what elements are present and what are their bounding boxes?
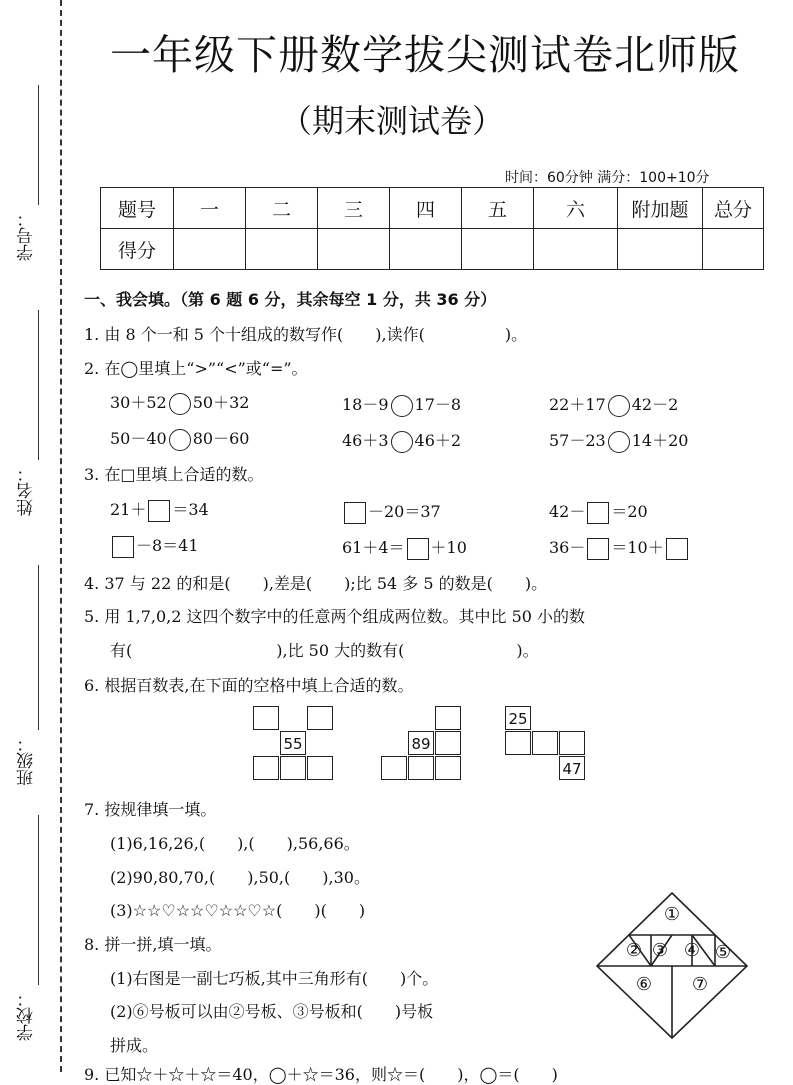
xuexiao-label: 学校： bbox=[17, 990, 37, 1041]
fill-item: －8＝41 bbox=[110, 533, 199, 558]
fill-item: 42－ ＝20 bbox=[549, 499, 648, 524]
score-header-cell: 附加题 bbox=[618, 188, 703, 229]
tangram-label: ② bbox=[625, 940, 643, 961]
compare-circle[interactable] bbox=[391, 395, 413, 417]
answer-box[interactable] bbox=[148, 500, 170, 522]
compare-circle[interactable] bbox=[391, 431, 413, 453]
grid-cell[interactable] bbox=[532, 731, 558, 755]
fill-item: 36－ ＝10＋ bbox=[549, 535, 690, 560]
score-cell[interactable] bbox=[246, 229, 318, 270]
question-7-stem: 7. 按规律填一填。 bbox=[84, 800, 217, 819]
answer-box[interactable] bbox=[407, 538, 429, 560]
xuehao-line bbox=[38, 85, 39, 205]
score-cell[interactable] bbox=[703, 229, 764, 270]
fill-item: 61＋4＝ ＋10 bbox=[342, 535, 467, 560]
compare-item: 18－9 17－8 bbox=[342, 392, 461, 417]
score-header-cell: 二 bbox=[246, 188, 318, 229]
tangram-label: ⑤ bbox=[714, 942, 732, 963]
xuehao-label: 学号： bbox=[17, 210, 37, 261]
grid-cell-given: 25 bbox=[505, 706, 531, 730]
grid-cell[interactable] bbox=[559, 731, 585, 755]
grid-cell[interactable] bbox=[505, 731, 531, 755]
question-3-stem: 3. 在□里填上合适的数。 bbox=[84, 465, 264, 484]
page-title: 一年级下册数学拔尖测试卷北师版 bbox=[110, 31, 740, 79]
question-5-line1: 5. 用 1,7,0,2 这四个数字中的任意两个组成两位数。其中比 50 小的数 bbox=[84, 607, 586, 626]
score-header-cell: 一 bbox=[174, 188, 246, 229]
grid-cell[interactable] bbox=[381, 756, 407, 780]
grid-cell[interactable] bbox=[435, 731, 461, 755]
question-1: 1. 由 8 个一和 5 个十组成的数写作( ),读作( )。 bbox=[84, 325, 528, 344]
grid-cell[interactable] bbox=[253, 706, 279, 730]
grid-cell[interactable] bbox=[408, 756, 434, 780]
score-header-row bbox=[101, 188, 764, 229]
compare-circle[interactable] bbox=[608, 431, 630, 453]
grid-cell[interactable] bbox=[307, 756, 333, 780]
question-8-stem: 8. 拼一拼,填一填。 bbox=[84, 935, 222, 954]
xuexiao-line bbox=[38, 815, 39, 985]
grid-cell-given: 89 bbox=[408, 731, 434, 755]
score-cell[interactable] bbox=[462, 229, 534, 270]
question-7-part2: (2)90,80,70,( ),50,( ),30。 bbox=[110, 868, 370, 887]
grid-cell[interactable] bbox=[280, 756, 306, 780]
score-header-cell: 五 bbox=[462, 188, 534, 229]
score-table bbox=[100, 187, 764, 270]
question-8-part2: (2)⑥号板可以由②号板、③号板和( )号板 bbox=[110, 1002, 434, 1021]
question-4: 4. 37 与 22 的和是( ),差是( );比 54 多 5 的数是( )。 bbox=[84, 574, 548, 593]
compare-item: 22＋17 42－2 bbox=[549, 392, 678, 417]
score-cell[interactable] bbox=[174, 229, 246, 270]
compare-item: 57－23 14＋20 bbox=[549, 428, 688, 453]
score-cell[interactable] bbox=[390, 229, 462, 270]
section-heading: 一、我会填。（第 6 题 6 分，其余每空 1 分，共 36 分） bbox=[84, 290, 497, 309]
tangram-label: ① bbox=[663, 904, 681, 925]
answer-box[interactable] bbox=[666, 538, 688, 560]
answer-box[interactable] bbox=[587, 502, 609, 524]
score-header-cell: 总分 bbox=[703, 188, 764, 229]
grid-cell[interactable] bbox=[435, 706, 461, 730]
question-6-stem: 6. 根据百数表,在下面的空格中填上合适的数。 bbox=[84, 676, 414, 695]
score-value-row bbox=[101, 229, 764, 270]
banji-line bbox=[38, 565, 39, 730]
compare-circle[interactable] bbox=[169, 429, 191, 451]
tangram-label: ⑥ bbox=[635, 974, 653, 995]
score-cell[interactable] bbox=[318, 229, 390, 270]
answer-box[interactable] bbox=[587, 538, 609, 560]
fill-item: 21＋ ＝34 bbox=[110, 497, 209, 522]
question-9: 9. 已知☆＋☆＋☆＝40，◯＋☆＝36，则☆＝( )，◯＝( ) bbox=[84, 1065, 558, 1084]
xingming-line bbox=[38, 310, 39, 460]
binding-dashed-line bbox=[60, 0, 62, 1072]
grid-cell[interactable] bbox=[253, 756, 279, 780]
question-7-part3: (3)☆☆♡☆☆♡☆☆♡☆( )( ) bbox=[110, 901, 366, 920]
xingming-label: 姓名： bbox=[17, 465, 37, 516]
score-header-cell: 三 bbox=[318, 188, 390, 229]
tangram-label: ⑦ bbox=[691, 974, 709, 995]
score-cell[interactable] bbox=[534, 229, 618, 270]
score-row-label: 得分 bbox=[101, 229, 174, 270]
compare-item: 46＋3 46＋2 bbox=[342, 428, 461, 453]
page-subtitle: （期末测试卷） bbox=[280, 102, 505, 140]
answer-box[interactable] bbox=[112, 536, 134, 558]
exam-meta: 时间：60分钟 满分：100+10分 bbox=[505, 170, 710, 186]
tangram-figure bbox=[592, 890, 752, 1040]
grid-cell[interactable] bbox=[307, 706, 333, 730]
question-8-part3: 拼成。 bbox=[110, 1036, 159, 1055]
score-header-cell: 题号 bbox=[101, 188, 174, 229]
tangram-label: ④ bbox=[683, 940, 701, 961]
question-5-line2: 有( ),比 50 大的数有( )。 bbox=[110, 641, 539, 660]
score-header-cell: 六 bbox=[534, 188, 618, 229]
grid-cell-given: 55 bbox=[280, 731, 306, 755]
fill-item: －20＝37 bbox=[342, 499, 441, 524]
score-header-cell: 四 bbox=[390, 188, 462, 229]
banji-label: 班级： bbox=[17, 735, 37, 786]
question-7-part1: (1)6,16,26,( ),( ),56,66。 bbox=[110, 834, 360, 853]
question-8-part1: (1)右图是一副七巧板,其中三角形有( )个。 bbox=[110, 969, 439, 988]
question-2-stem: 2. 在◯里填上“>”“<”或“=”。 bbox=[84, 359, 308, 378]
compare-item: 50－40 80－60 bbox=[110, 426, 249, 451]
compare-item: 30＋52 50＋32 bbox=[110, 390, 249, 415]
compare-circle[interactable] bbox=[169, 393, 191, 415]
tangram-label: ③ bbox=[651, 940, 669, 961]
score-cell[interactable] bbox=[618, 229, 703, 270]
grid-cell[interactable] bbox=[435, 756, 461, 780]
answer-box[interactable] bbox=[344, 502, 366, 524]
grid-cell-given: 47 bbox=[559, 756, 585, 780]
compare-circle[interactable] bbox=[608, 395, 630, 417]
